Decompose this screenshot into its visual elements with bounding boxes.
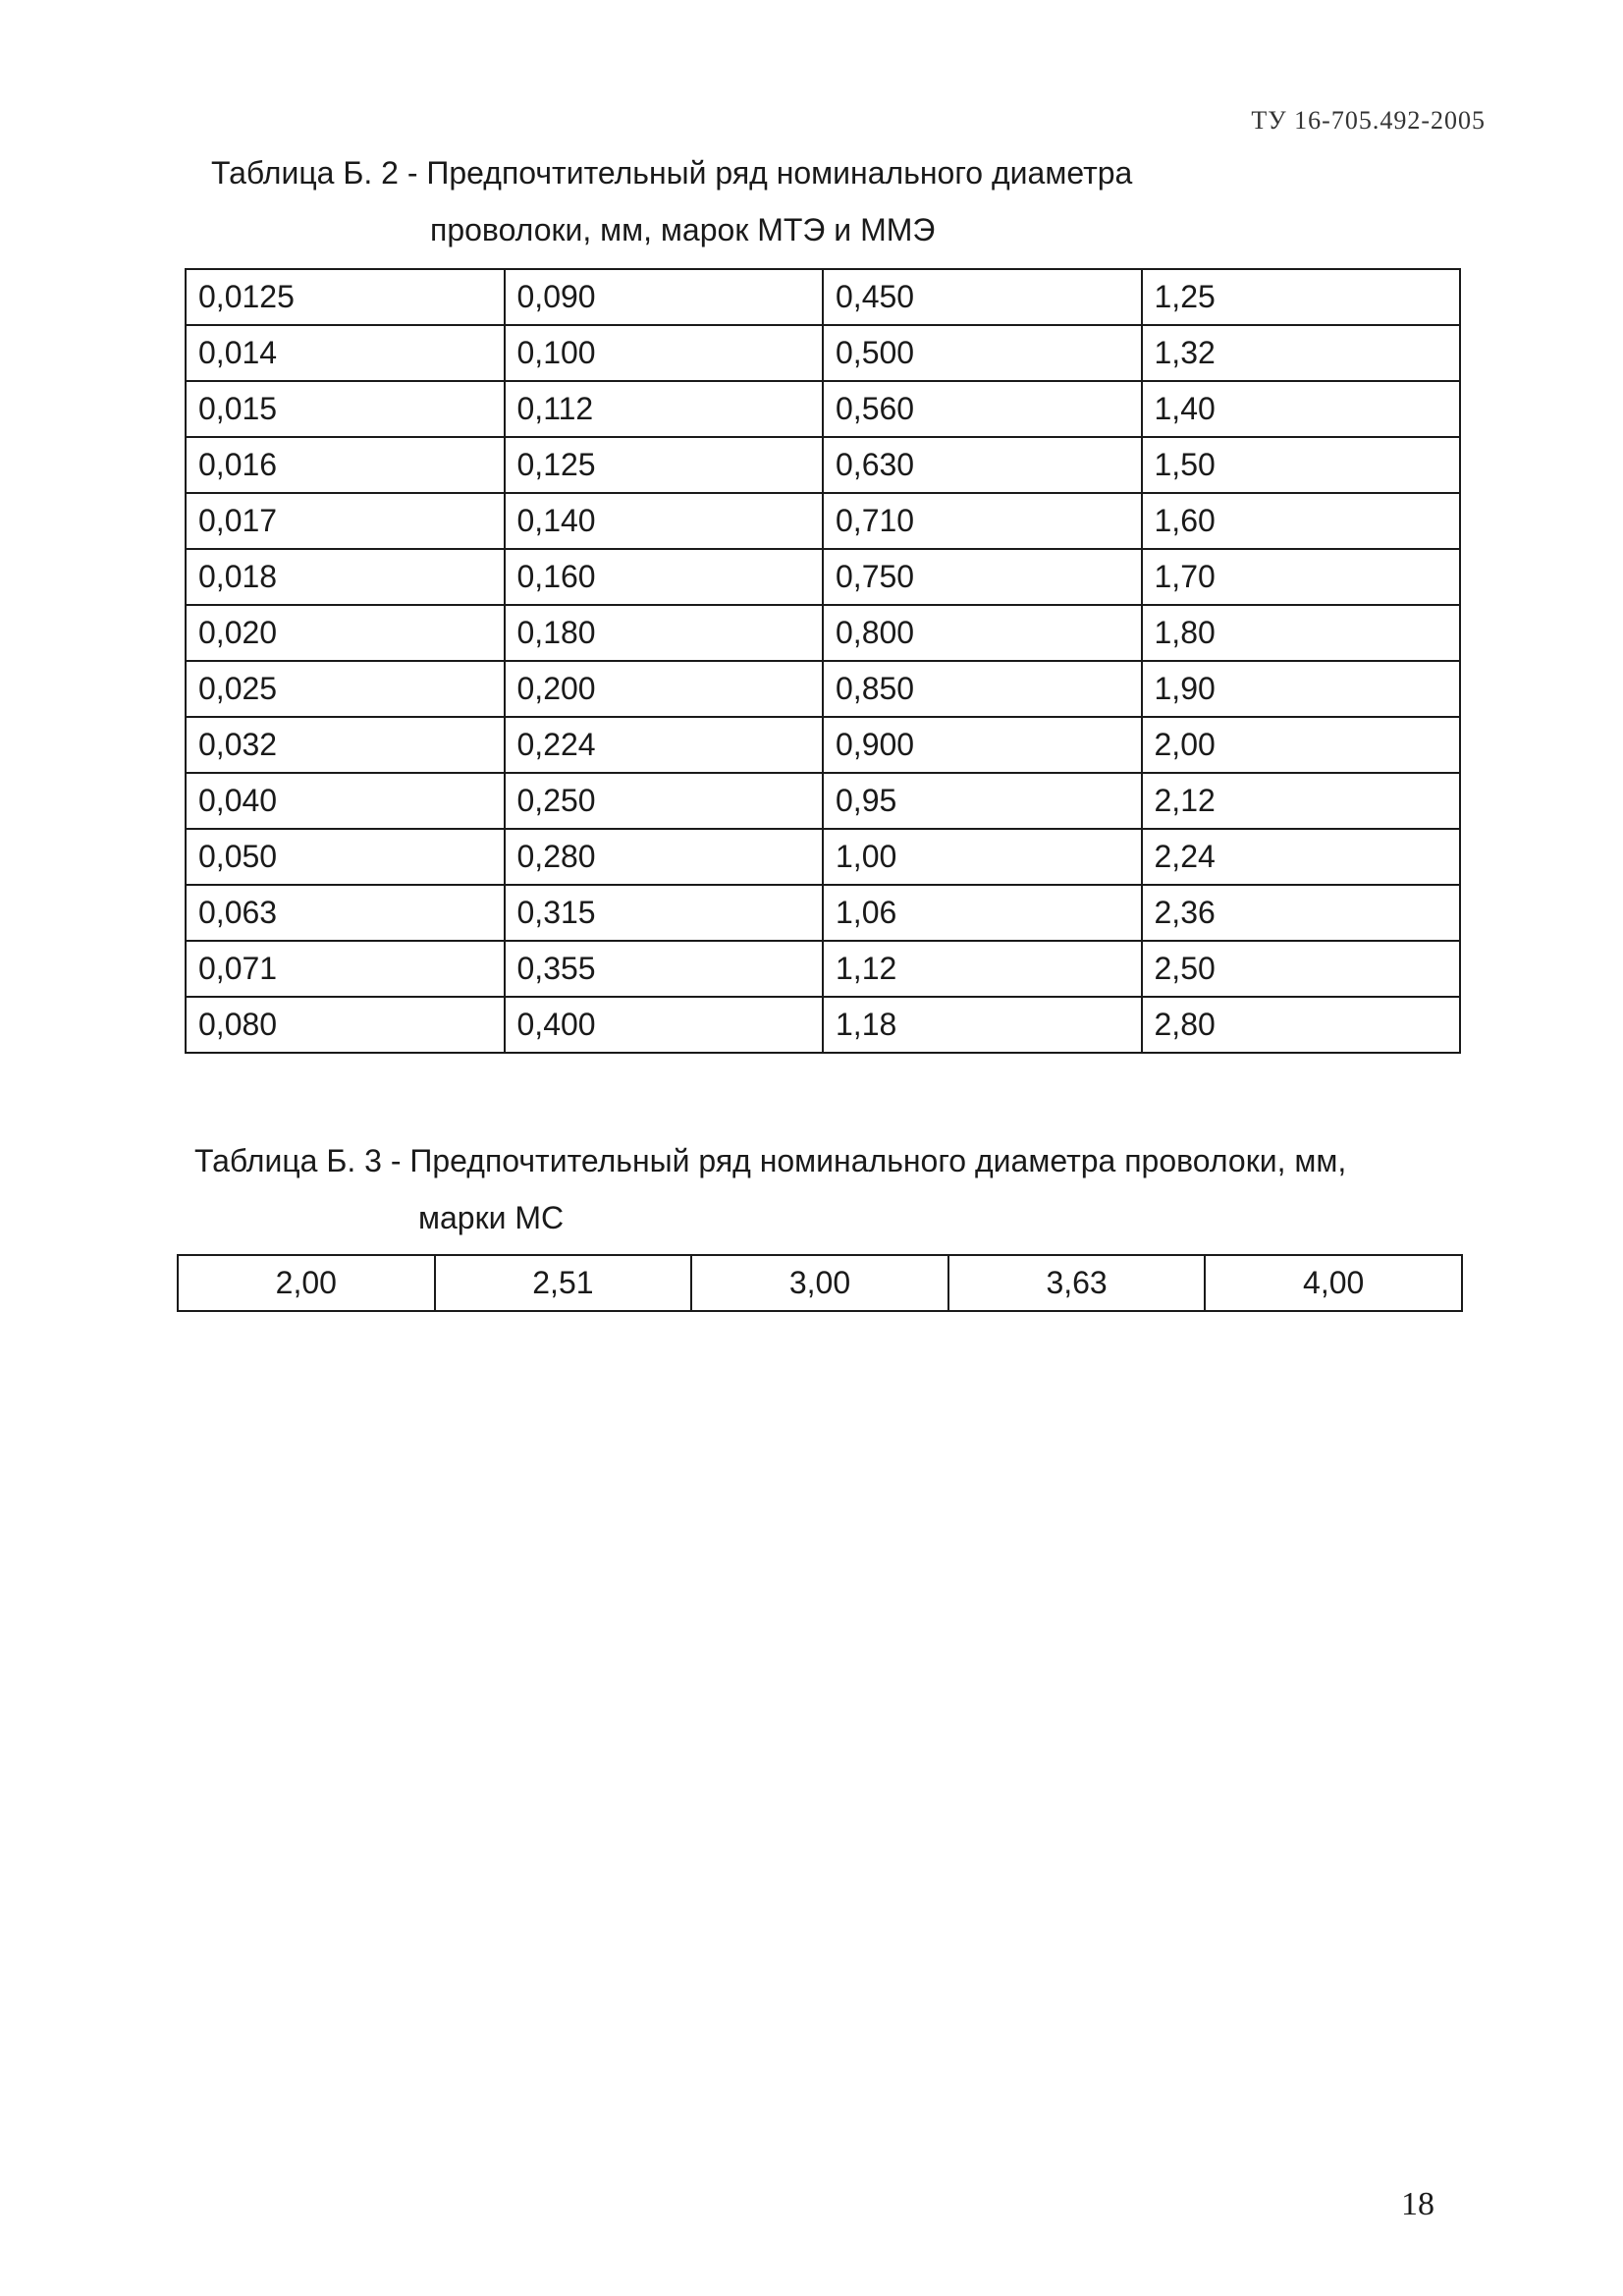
table-cell: 2,36 xyxy=(1142,885,1461,941)
table-cell: 0,125 xyxy=(505,437,824,493)
table-cell: 0,400 xyxy=(505,997,824,1053)
table-b2-caption-line1: Таблица Б. 2 - Предпочтительный ряд номинального диаметра xyxy=(211,155,1133,191)
table-cell: 0,560 xyxy=(823,381,1142,437)
table-cell: 1,06 xyxy=(823,885,1142,941)
table-cell: 0,900 xyxy=(823,717,1142,773)
table-cell: 0,016 xyxy=(186,437,505,493)
table-b2-body xyxy=(186,269,1460,1053)
table-cell: 0,280 xyxy=(505,829,824,885)
table-b3-caption xyxy=(194,1141,1346,1237)
table-b2-caption-line2: проволоки, мм, марок МТЭ и ММЭ xyxy=(430,212,936,247)
table-cell: 2,51 xyxy=(435,1255,692,1311)
table-cell: 0,100 xyxy=(505,325,824,381)
table-b3 xyxy=(177,1254,1463,1312)
table-cell: 0,090 xyxy=(505,269,824,325)
table-b3-caption-line1: Таблица Б. 3 - Предпочтительный ряд номинального диаметра проволоки, мм, xyxy=(194,1143,1347,1178)
table-cell: 0,315 xyxy=(505,885,824,941)
table-cell: 0,450 xyxy=(823,269,1142,325)
table-row xyxy=(186,661,1460,717)
table-cell: 0,750 xyxy=(823,549,1142,605)
table-b2 xyxy=(185,268,1461,1054)
table-b2-caption xyxy=(211,153,1132,249)
table-cell: 1,25 xyxy=(1142,269,1461,325)
table-cell: 0,355 xyxy=(505,941,824,997)
table-cell: 1,32 xyxy=(1142,325,1461,381)
table-cell: 1,00 xyxy=(823,829,1142,885)
table-row xyxy=(186,885,1460,941)
table-cell: 0,630 xyxy=(823,437,1142,493)
table-cell: 2,24 xyxy=(1142,829,1461,885)
table-cell: 1,12 xyxy=(823,941,1142,997)
table-cell: 0,015 xyxy=(186,381,505,437)
table-cell: 0,112 xyxy=(505,381,824,437)
table-cell: 0,95 xyxy=(823,773,1142,829)
table-row xyxy=(186,717,1460,773)
table-cell: 0,160 xyxy=(505,549,824,605)
table-row xyxy=(178,1255,1462,1311)
table-cell: 2,50 xyxy=(1142,941,1461,997)
document-code: ТУ 16-705.492-2005 xyxy=(1251,106,1486,135)
table-cell: 3,63 xyxy=(948,1255,1206,1311)
table-cell: 1,18 xyxy=(823,997,1142,1053)
table-b3-caption-line2: марки МС xyxy=(418,1200,565,1235)
table-cell: 0,180 xyxy=(505,605,824,661)
table-cell: 0,250 xyxy=(505,773,824,829)
table-cell: 0,050 xyxy=(186,829,505,885)
table-cell: 2,00 xyxy=(178,1255,435,1311)
table-row xyxy=(186,997,1460,1053)
table-row xyxy=(186,773,1460,829)
table-cell: 0,071 xyxy=(186,941,505,997)
table-cell: 1,60 xyxy=(1142,493,1461,549)
table-cell: 1,40 xyxy=(1142,381,1461,437)
table-row xyxy=(186,829,1460,885)
table-cell: 3,00 xyxy=(691,1255,948,1311)
table-cell: 0,800 xyxy=(823,605,1142,661)
table-cell: 0,025 xyxy=(186,661,505,717)
table-cell: 0,014 xyxy=(186,325,505,381)
table-cell: 0,200 xyxy=(505,661,824,717)
table-cell: 2,12 xyxy=(1142,773,1461,829)
table-row xyxy=(186,325,1460,381)
table-cell: 0,850 xyxy=(823,661,1142,717)
table-row xyxy=(186,549,1460,605)
table-cell: 1,50 xyxy=(1142,437,1461,493)
table-cell: 0,710 xyxy=(823,493,1142,549)
table-cell: 1,90 xyxy=(1142,661,1461,717)
table-row xyxy=(186,269,1460,325)
table-cell: 4,00 xyxy=(1205,1255,1462,1311)
table-cell: 2,00 xyxy=(1142,717,1461,773)
table-cell: 0,224 xyxy=(505,717,824,773)
table-row xyxy=(186,493,1460,549)
table-row xyxy=(186,941,1460,997)
table-cell: 1,70 xyxy=(1142,549,1461,605)
table-cell: 0,063 xyxy=(186,885,505,941)
table-cell: 0,140 xyxy=(505,493,824,549)
table-cell: 1,80 xyxy=(1142,605,1461,661)
table-cell: 0,017 xyxy=(186,493,505,549)
table-row xyxy=(186,605,1460,661)
table-row xyxy=(186,381,1460,437)
table-cell: 0,0125 xyxy=(186,269,505,325)
table-cell: 0,032 xyxy=(186,717,505,773)
page-number: 18 xyxy=(1401,2186,1434,2222)
table-cell: 2,80 xyxy=(1142,997,1461,1053)
table-cell: 0,040 xyxy=(186,773,505,829)
table-cell: 0,018 xyxy=(186,549,505,605)
table-row xyxy=(186,437,1460,493)
table-cell: 0,020 xyxy=(186,605,505,661)
table-cell: 0,080 xyxy=(186,997,505,1053)
table-cell: 0,500 xyxy=(823,325,1142,381)
